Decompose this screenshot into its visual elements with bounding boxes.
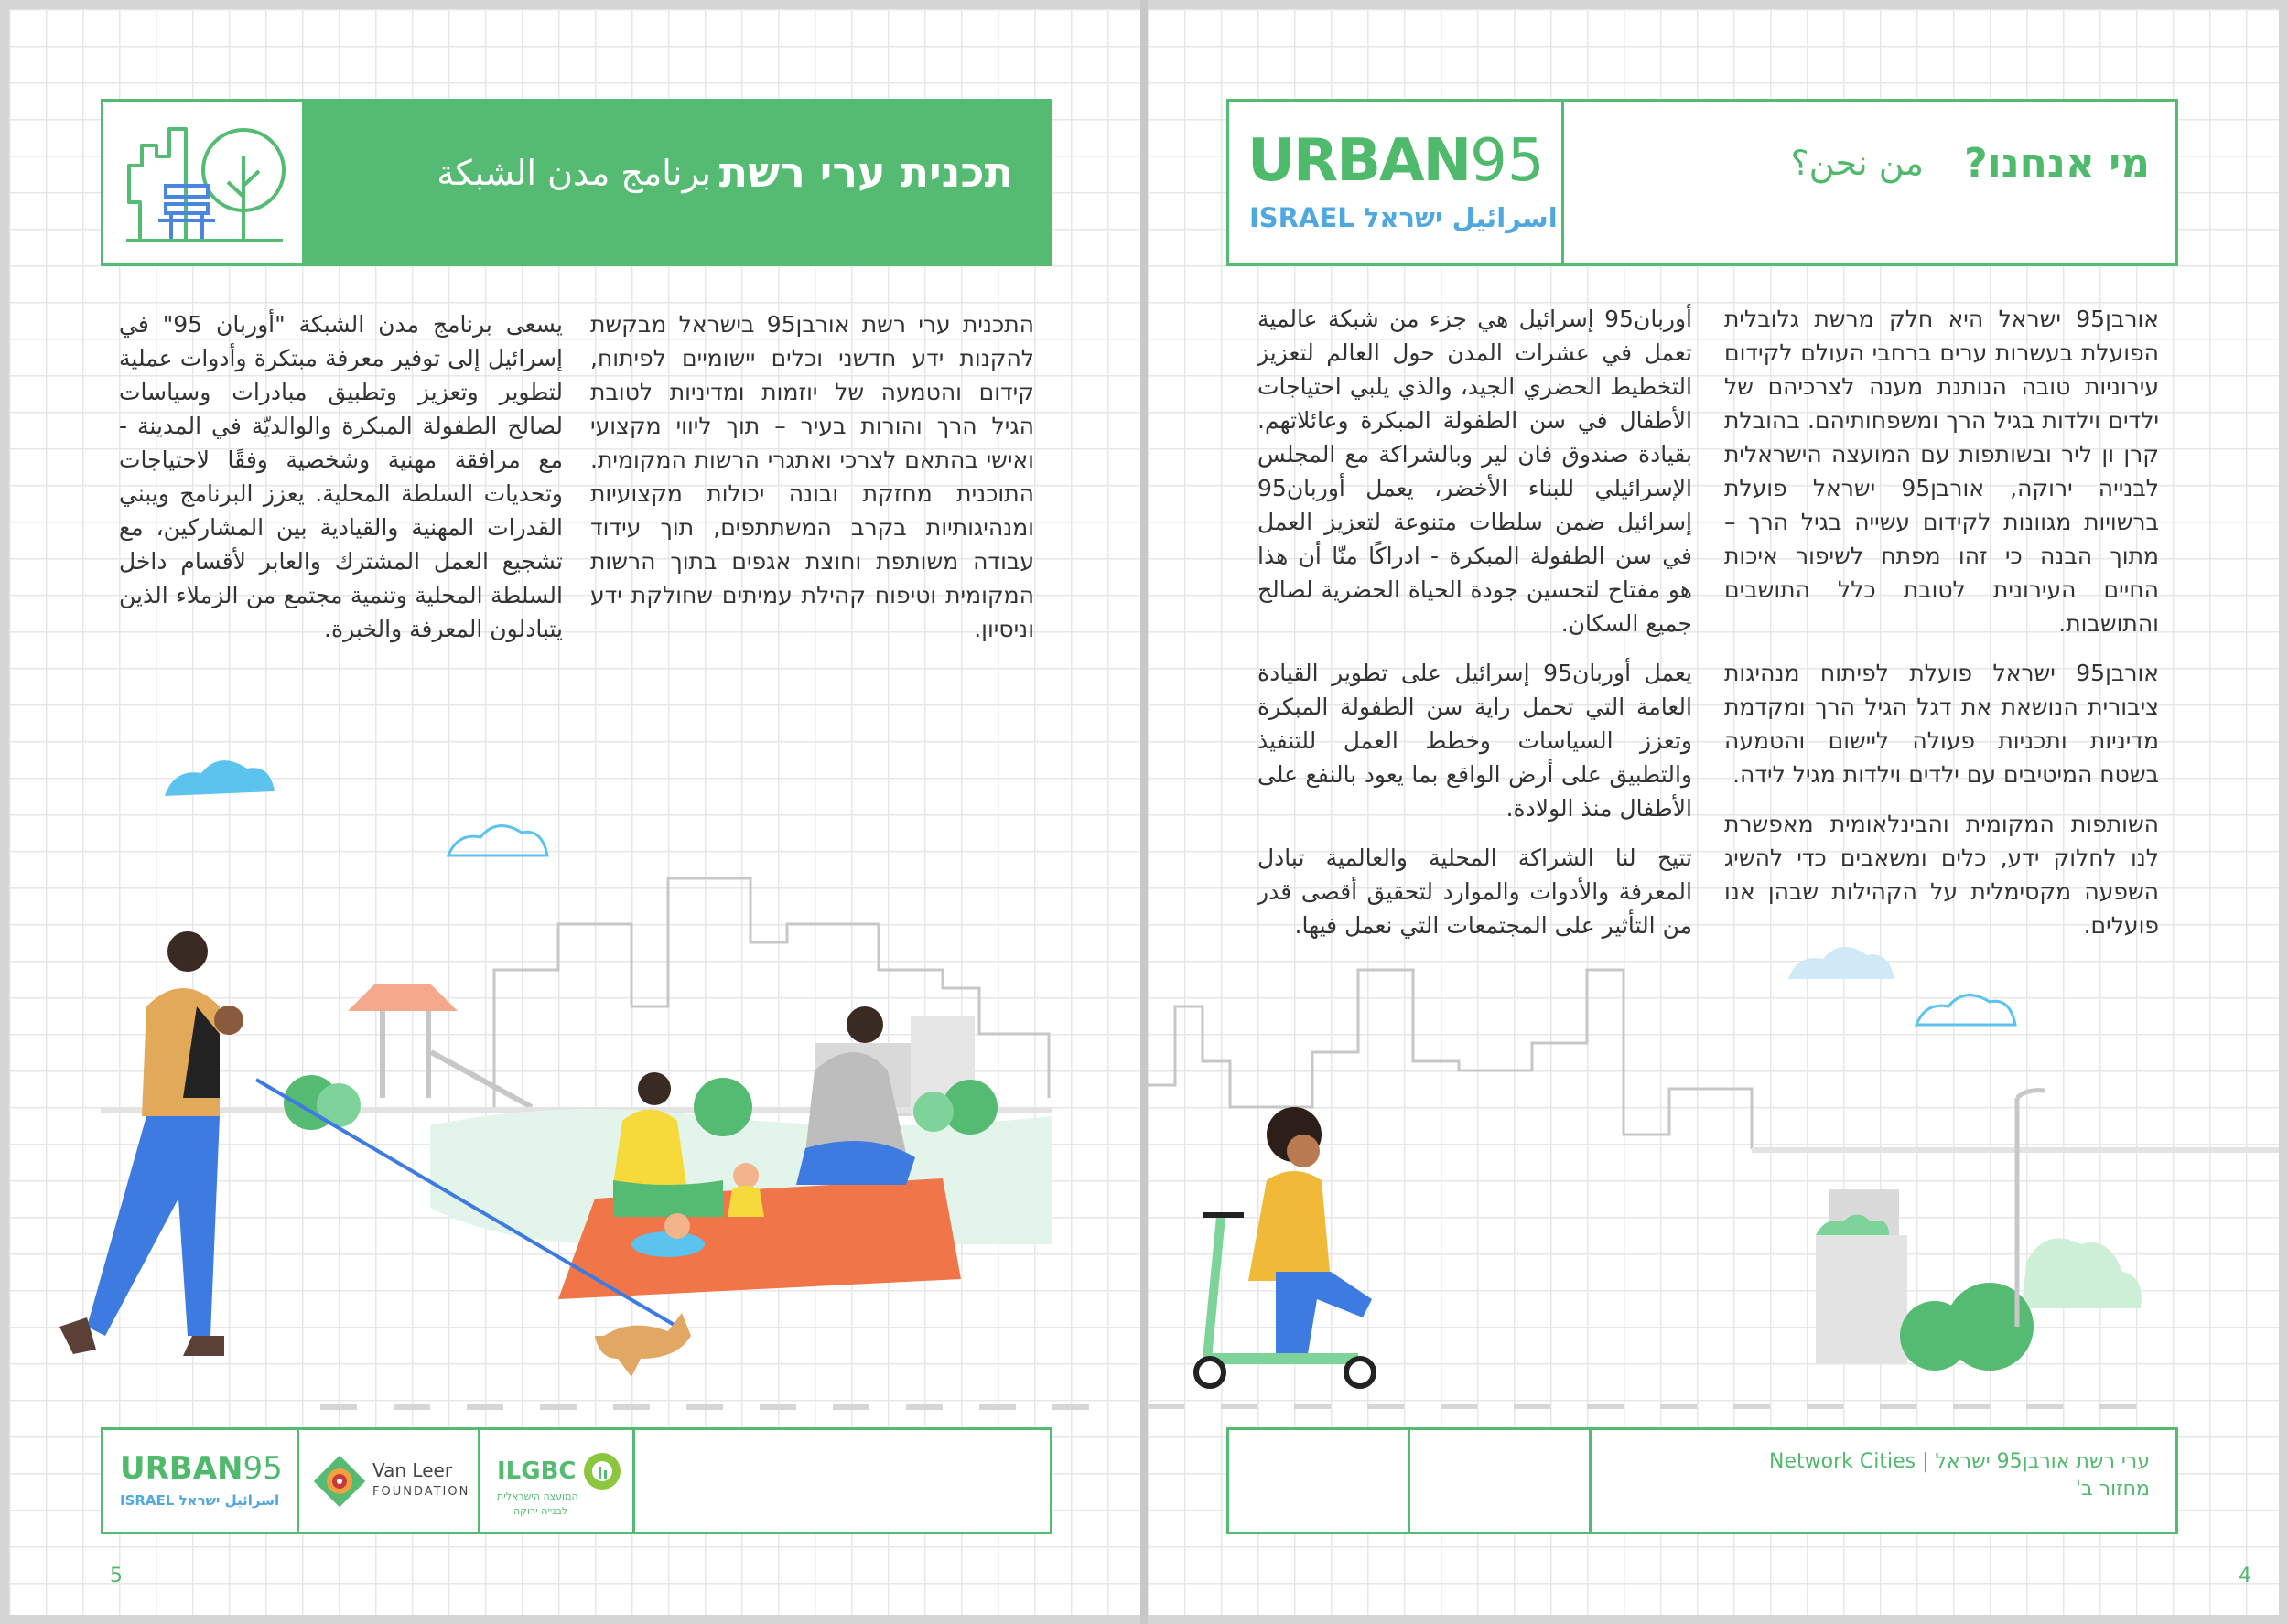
logo-subtitle: ISRAEL اسرائيل ישראל <box>1249 202 1558 233</box>
page-number: 4 <box>2239 1565 2251 1587</box>
ilgbc-emblem-icon <box>581 1450 623 1492</box>
paragraph: אורבן95 ישראל היא חלק מרשת גלובלית הפועלת בעשרות ערים ברחבי העולם לקידום עירוניות טובה הנותנת מענה לצרכיהם של ילדים וילדות בגיל הרך ומשפחותיהם. בהובלת קרן ון ליר ובשותפות עם המועצה הישראלית לבנייה ירוקה, אורבן95 ישראל פועלת ברשויות מגוונות לקידום עשייה בגיל הרך – מתוך הבנה כי זהו מפתח לשיפור איכות החיים העירונית לטובת כלל התושבים והתושבות. <box>1724 306 2159 637</box>
paragraph: אורבן95 ישראל פועלת לפיתוח מנהיגות ציבורית הנושאת את דגל הגיל הרך ומקדמת מדיניות ותכניות פעולה ליישום והטמעה בשטח המיטיבים עם ילדים וילדות מגיל לידה. <box>1724 660 2159 788</box>
body-column-he <box>590 307 1034 661</box>
street-illustration <box>1148 924 2279 1436</box>
logo-wordmark: URBAN <box>1247 127 1471 195</box>
page-title-he: מי אנחנו? <box>1964 140 2150 187</box>
page-title-he: תכנית ערי רשת <box>718 147 1013 197</box>
header-title-bar <box>305 102 1050 263</box>
paragraph: تتيح لنا الشراكة المحلية والعالمية تبادل المعرفة والأدوات والموارد لتحقيق أقصى قدر من التأثير على المجتمعات التي نعمل فيها. <box>1257 844 1692 939</box>
ilgbc-logo <box>480 1430 635 1532</box>
paragraph: يسعى برنامج مدن الشبكة "أوربان 95" في إسرائيل إلى توفير معرفة مبتكرة وأدوات عملية لتطوير وتعزيز وتطبيق مبادرات وسياسات لصالح الطفولة المبكرة والوالديّة في المدينة - مع مرافقة مهنية وشخصية وفقًا لاحتياجات وتحديات السلطة المحلية. يعزز البرنامج ويبني القدرات المهنية والقيادية بين المشاركين، مع تشجيع العمل المشترك والعابر لأقسام داخل السلطة المحلية وتنمية مجتمع من الزملاء الذين يتبادلون المعرفة والخبرة. <box>119 311 563 642</box>
logo-wordmark: URBAN <box>120 1450 243 1487</box>
partner-logo-bar <box>101 1427 1052 1534</box>
paragraph: أوربان95 إسرائيل هي جزء من شبكة عالمية تعمل في عشرات المدن حول العالم لتعزيز التخطيط الحضري الجيد، والذي يلبي احتياجات الأطفال في سن الطفولة المبكرة وعائلاتهم. بقيادة صندوق فان لير وبالشراكة مع المجلس الإسرائيلي للبناء الأخضر، يعمل أوربان95 إسرائيل ضمن سلطات متنوعة لتعزيز العمل في سن الطفولة المبكرة - ادراكًا منّا أن هذا هو مفتاح لتحسين جودة الحياة الحضرية لصالح جميع السكان. <box>1257 306 1692 637</box>
section-header <box>1226 99 2178 266</box>
book-spine <box>1140 0 1148 1624</box>
ilgbc-subtitle-1: המועצה הישראלית <box>497 1490 578 1502</box>
ilgbc-subtitle-2: לבנייה ירוקה <box>513 1505 568 1517</box>
body-column-he <box>1724 302 2159 958</box>
urban95-logo <box>103 1430 299 1532</box>
logo-number: 95 <box>243 1450 283 1487</box>
park-illustration <box>9 668 1140 1455</box>
ilgbc-name: ILGBC <box>497 1457 577 1485</box>
urban95-logo <box>1229 102 1564 263</box>
park-bench-tree-icon <box>103 102 302 263</box>
credit-line: מחזור ב' <box>2075 1478 2150 1500</box>
page-title-ar: من نحن؟ <box>1790 143 1924 183</box>
body-column-ar <box>1257 302 1692 958</box>
logo-subtitle: ISRAEL اسرائيل ישראל <box>120 1492 280 1509</box>
logo-number: 95 <box>1470 127 1545 195</box>
credit-line: ערי רשת אורבן95 ישראל | Network Cities <box>1769 1450 2150 1473</box>
van-leer-emblem-icon <box>314 1456 365 1507</box>
page-5 <box>9 9 1140 1615</box>
section-header <box>101 99 1052 266</box>
paragraph: התכנית ערי רשת אורבן95 בישראל מבקשת להקנות ידע חדשני וכלים יישומיים לפיתוח, קידום והטמעה של יוזמות ומדיניות לטובת הגיל הרך והורות בעיר – תוך ליווי מקצועי ואישי בהתאם לצרכי ואתגרי הרשות המקומית. התוכנית מחזקת ובונה יכולות מקצועיות ומנהיגותיות בקרב המשתתפים, תוך עידוד עבודה משותפת וחוצת אגפים בתוך הרשות המקומית וטיפוח קהילת עמיתים שחולקת ידע וניסיון. <box>590 311 1034 642</box>
paragraph: השותפות המקומית והבינלאומית מאפשרת לנו לחלוק ידע, כלים ומשאבים כדי להשיג השפעה מקסימלית על הקהילות שבהן אנו פועלים. <box>1724 811 2159 939</box>
body-column-ar <box>119 307 563 661</box>
header-icon-box <box>103 102 305 263</box>
page-title-ar: برنامج مدن الشبكة <box>437 153 711 193</box>
page-number: 5 <box>110 1565 123 1587</box>
van-leer-logo <box>299 1430 480 1532</box>
footer-cell-empty <box>1229 1430 1410 1532</box>
paragraph: يعمل أوربان95 إسرائيل على تطوير القيادة العامة التي تحمل راية سن الطفولة المبكرة وتعزز السياسات وخطط العمل للتنفيذ والتطبيق على أرض الواقع بما يعود بالنفع على الأطفال منذ الولادة. <box>1257 660 1692 822</box>
footer-cell-empty <box>1410 1430 1592 1532</box>
page-4 <box>1148 9 2279 1615</box>
van-leer-name: Van Leer <box>372 1459 453 1481</box>
program-credit <box>1769 1448 2150 1503</box>
van-leer-foundation: FOUNDATION <box>372 1485 470 1499</box>
program-credit-bar <box>1226 1427 2178 1534</box>
